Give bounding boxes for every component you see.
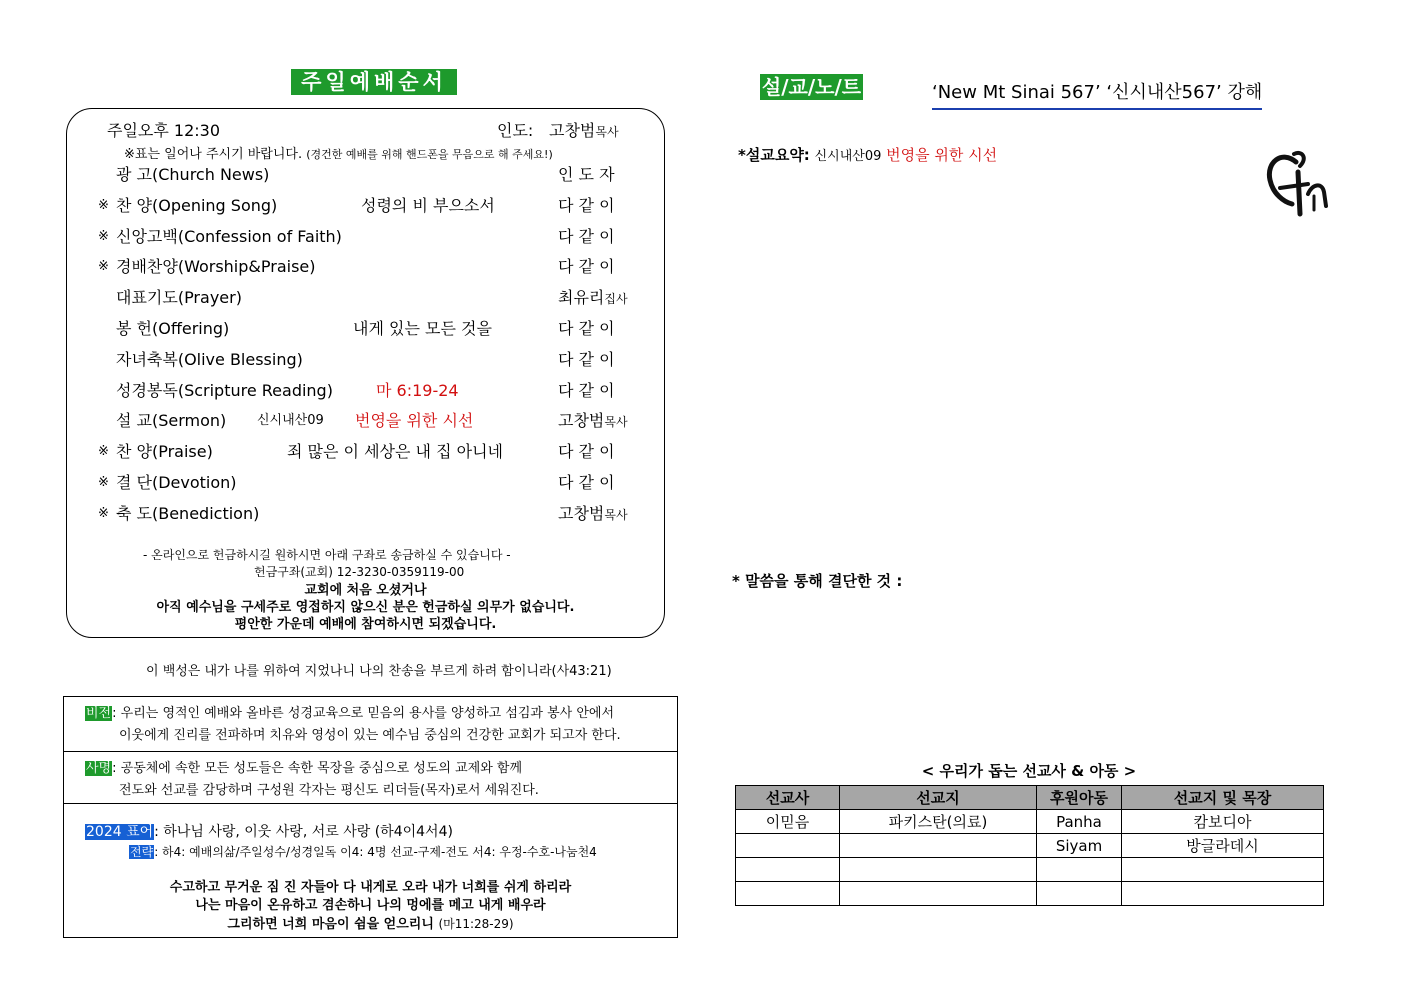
sermon-notes-title: 설/교/노/트 bbox=[761, 75, 862, 99]
sermon-summary bbox=[738, 144, 997, 165]
sermon-series-label: 신시내산09 bbox=[257, 413, 324, 429]
sermon-series: ‘New Mt Sinai 567’ ‘신시내산567’ 강해 bbox=[932, 78, 1262, 110]
order-item-leader: 다 같 이 bbox=[558, 349, 615, 369]
table-cell bbox=[736, 858, 840, 882]
order-item-leader: 다 같 이 bbox=[558, 226, 615, 246]
closing-line: 수고하고 무거운 짐 진 자들아 다 내게로 오라 내가 너희를 쉬게 하리라 bbox=[169, 880, 572, 895]
order-item-leader: 고창범목사 bbox=[558, 411, 628, 431]
order-item bbox=[67, 501, 664, 527]
order-item bbox=[67, 224, 664, 250]
order-item-leader: 다 같 이 bbox=[558, 442, 615, 462]
order-of-worship-title: 주일예배순서 bbox=[291, 69, 457, 95]
order-item-name: 결 단(Devotion) bbox=[116, 473, 237, 492]
table-cell: 캄보디아 bbox=[1122, 810, 1324, 834]
table-header-row bbox=[736, 786, 1324, 810]
decision-label: * 말씀을 통해 결단한 것 : bbox=[732, 572, 903, 590]
table-header-cell: 선교지 및 목장 bbox=[1122, 786, 1324, 810]
table-row bbox=[736, 810, 1324, 834]
order-item bbox=[67, 408, 664, 434]
table-cell bbox=[736, 834, 840, 858]
verse-line: 이 백성은 내가 나를 위하여 지었나니 나의 찬송을 부르게 하려 함이니라(사43:21) bbox=[146, 664, 612, 679]
order-item bbox=[67, 347, 664, 373]
table-cell: Panha bbox=[1037, 810, 1122, 834]
summary-label: *설교요약: bbox=[738, 146, 810, 164]
order-item-name: 경배찬양(Worship&Praise) bbox=[116, 257, 316, 277]
welcome-message bbox=[67, 582, 664, 633]
welcome-line: 교회에 처음 오셨거나 bbox=[304, 583, 427, 598]
vision-box bbox=[63, 696, 678, 938]
service-time: 주일오후 12:30 bbox=[107, 121, 221, 140]
vision-line: 비전: 우리는 영적인 예배와 올바른 성경교육으로 믿음의 용사를 양성하고 섬김과 봉사 안에서 bbox=[86, 706, 615, 721]
summary-series: 신시내산09 bbox=[814, 149, 882, 164]
closing-verse bbox=[64, 879, 677, 934]
order-item-leader: 다 같 이 bbox=[558, 257, 615, 277]
closing-line: 나는 마음이 온유하고 겸손하니 나의 멍에를 메고 내게 배우라 bbox=[195, 898, 546, 913]
table-cell bbox=[840, 882, 1037, 906]
stand-note: ※표는 일어나 주시기 바랍니다. (경건한 예배를 위해 핸드폰을 무음으로 해 주세요!) bbox=[124, 147, 553, 162]
table-cell: 이믿음 bbox=[736, 810, 840, 834]
table-header-cell: 선교지 bbox=[840, 786, 1037, 810]
order-item-detail: 번영을 위한 시선 bbox=[355, 411, 474, 431]
welcome-line: 아직 예수님을 구세주로 영접하지 않으신 분은 헌금하실 의무가 없습니다. bbox=[156, 600, 575, 615]
table-row bbox=[736, 834, 1324, 858]
church-logo-icon bbox=[1262, 148, 1334, 218]
table-header-cell: 후원아동 bbox=[1037, 786, 1122, 810]
mission-tag: 사명 bbox=[86, 761, 112, 776]
table-row bbox=[736, 858, 1324, 882]
order-item-name: 자녀축복(Olive Blessing) bbox=[116, 349, 303, 369]
order-item-name: 신앙고백(Confession of Faith) bbox=[116, 226, 342, 246]
order-item bbox=[67, 193, 664, 219]
table-cell: 방글라데시 bbox=[1122, 834, 1324, 858]
stand-mark: ※ bbox=[98, 505, 109, 521]
order-item bbox=[67, 285, 664, 311]
stand-mark: ※ bbox=[98, 228, 109, 244]
online-note: - 온라인으로 헌금하시길 원하시면 아래 구좌로 송금하실 수 있습니다 - bbox=[143, 548, 511, 562]
strategy-line: 전략: 하4: 예배의삶/주일성수/성경일독 이4: 4명 선교-구제-전도 서4: 우정-수호-나눔천4 bbox=[130, 845, 597, 859]
closing-line: 그리하면 너희 마음이 쉼을 얻으리니 (마11:28-29) bbox=[227, 917, 514, 932]
table-cell bbox=[1037, 858, 1122, 882]
order-item-leader: 인 도 자 bbox=[558, 165, 615, 184]
order-item-leader: 다 같 이 bbox=[558, 380, 615, 400]
order-item-leader: 다 같 이 bbox=[558, 473, 615, 492]
motto-line: 2024 표어: 하나님 사랑, 이웃 사랑, 서로 사랑 (하4이4서4) bbox=[86, 824, 453, 840]
order-item bbox=[67, 162, 664, 188]
vision-tag: 비전 bbox=[86, 706, 112, 721]
table-cell bbox=[840, 834, 1037, 858]
order-item-detail: 죄 많은 이 세상은 내 집 아니네 bbox=[287, 442, 503, 462]
order-item-detail: 내게 있는 모든 것을 bbox=[353, 319, 492, 338]
order-item-name: 축 도(Benediction) bbox=[116, 503, 260, 523]
order-item-name: 설 교(Sermon) bbox=[116, 411, 227, 431]
table-cell bbox=[736, 882, 840, 906]
table-cell: 파키스탄(의료) bbox=[840, 810, 1037, 834]
mission-line: 전도와 선교를 감당하며 구성원 각자는 평신도 리더들(목자)로서 세워진다. bbox=[119, 783, 539, 798]
mission-table-title: < 우리가 돕는 선교사 & 아동 > bbox=[921, 762, 1137, 780]
order-item-name: 광 고(Church News) bbox=[116, 165, 270, 184]
vision-line: 이웃에게 진리를 전파하며 치유와 영성이 있는 예수님 중심의 건강한 교회가 되고자 한다. bbox=[119, 728, 621, 743]
order-of-worship-box bbox=[66, 108, 665, 638]
account-number: 헌금구좌(교회) 12-3230-0359119-00 bbox=[254, 565, 465, 579]
motto-tag: 2024 표어 bbox=[86, 824, 154, 840]
stand-mark: ※ bbox=[98, 475, 109, 490]
order-item-name: 성경봉독(Scripture Reading) bbox=[116, 380, 333, 400]
order-item-name: 찬 양(Opening Song) bbox=[116, 195, 278, 215]
stand-mark: ※ bbox=[98, 259, 109, 275]
leader-label: 인도: bbox=[497, 121, 534, 140]
order-item-name: 봉 헌(Offering) bbox=[116, 319, 230, 338]
order-item-name: 찬 양(Praise) bbox=[116, 442, 213, 462]
table-cell bbox=[840, 858, 1037, 882]
missionary-table bbox=[735, 785, 1324, 906]
table-header-cell: 선교사 bbox=[736, 786, 840, 810]
order-item bbox=[67, 439, 664, 465]
strategy-tag: 전략 bbox=[130, 845, 154, 859]
order-item-detail: 마 6:19-24 bbox=[376, 380, 459, 400]
stand-mark: ※ bbox=[98, 444, 109, 460]
summary-title: 번영을 위한 시선 bbox=[886, 146, 998, 164]
table-cell bbox=[1037, 882, 1122, 906]
table-cell bbox=[1122, 882, 1324, 906]
order-item-name: 대표기도(Prayer) bbox=[116, 288, 242, 308]
order-item-leader: 최유리집사 bbox=[558, 288, 628, 308]
table-cell: Siyam bbox=[1037, 834, 1122, 858]
mission-line: 사명: 공동체에 속한 모든 성도들은 속한 목장을 중심으로 성도의 교제와 함께 bbox=[86, 761, 523, 776]
order-item-detail: 성령의 비 부으소서 bbox=[361, 195, 495, 215]
order-item-leader: 고창범목사 bbox=[558, 503, 628, 523]
welcome-line: 평안한 가운데 예배에 참여하시면 되겠습니다. bbox=[234, 617, 497, 632]
order-item bbox=[67, 470, 664, 496]
order-item bbox=[67, 316, 664, 342]
mission-section bbox=[64, 752, 677, 804]
table-row bbox=[736, 882, 1324, 906]
vision-section bbox=[64, 697, 677, 752]
order-item-leader: 다 같 이 bbox=[558, 195, 615, 215]
order-item-leader: 다 같 이 bbox=[558, 319, 615, 338]
table-cell bbox=[1122, 858, 1324, 882]
stand-mark: ※ bbox=[98, 197, 109, 213]
leader-name: 고창범목사 bbox=[549, 121, 619, 140]
order-item bbox=[67, 378, 664, 404]
order-item bbox=[67, 254, 664, 280]
